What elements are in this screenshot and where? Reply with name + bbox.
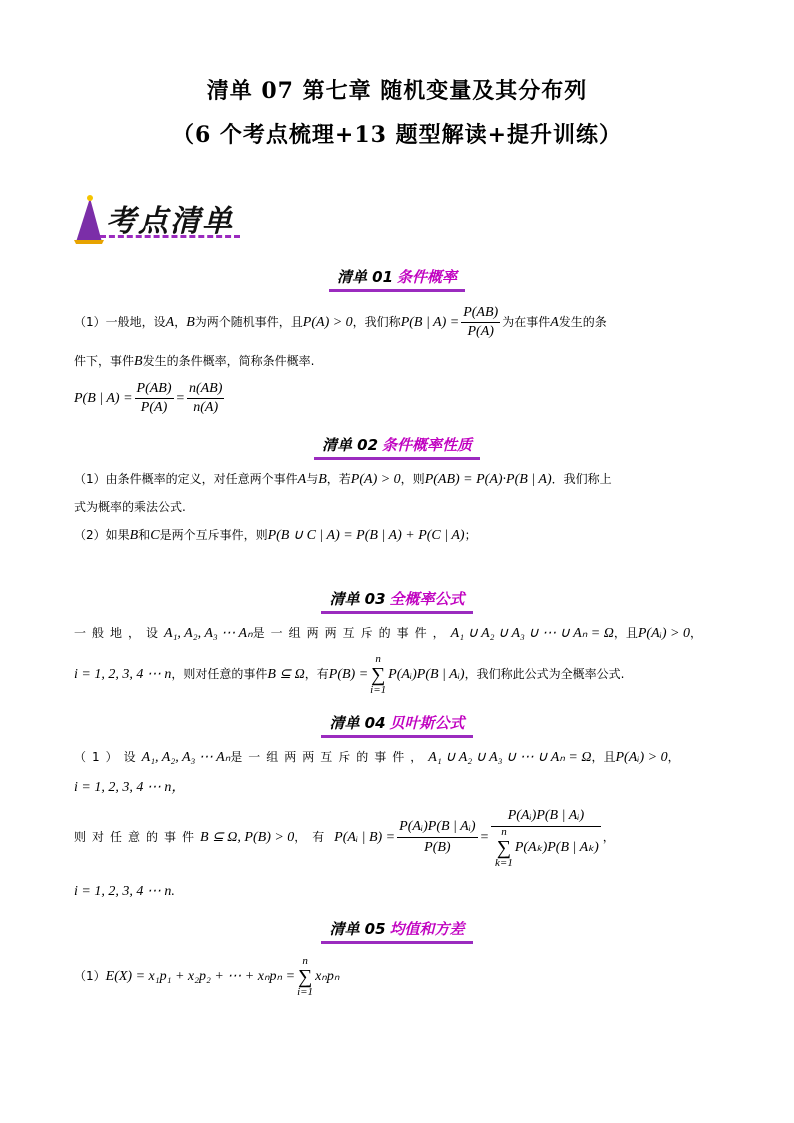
section-topic: 全概率公式 [389,590,465,608]
section-topic: 条件概率性质 [382,436,473,454]
paragraph-05-1: （1）E(X) = x₁p₁ + x₂p₂ + ⋯ + xₙpₙ =n ∑ i=1xₙpₙ [74,954,340,998]
section-topic: 贝叶斯公式 [389,714,465,732]
formula-01: P(B | A) = $\frac{P(AB)}{P(A)}$ = $\frac{n(AB)}{n(A)}$ [74,381,223,415]
section-label: 清单 04 [329,714,386,732]
paragraph-03-2: i = 1, 2, 3, 4 ⋯ n，则对任意的事件B ⊆ Ω，有P(B) =n ∑ i=1P(Aᵢ)P(B | Aᵢ)，我们称此公式为全概率公式. [74,652,625,696]
paragraph-02-2: 式为概率的乘法公式. [74,500,186,514]
section-topic: 均值和方差 [389,920,465,938]
section-label: 清单 02 [321,436,379,454]
section-heading-03 [0,588,794,614]
section-label: 清单 03 [329,590,386,608]
paragraph-02-3: （2）如果B和C是两个互斥事件，则P(B ∪ C | A) = P(B | A) + P(C | A)； [74,528,477,543]
paragraph-01-1: （1）一般地，设A，B为两个随机事件，且P(A) > 0，我们称P(B | A) = $\frac{P(AB)}{P(A)}$ 为在事件A发生的条 [74,305,607,339]
section-heading-04 [0,712,794,738]
paragraph-04-2: i = 1, 2, 3, 4 ⋯ n， [74,780,186,795]
page-subtitle: （6 个考点梳理+13 题型解读+提升训练） [171,122,623,148]
banner-underline [100,235,240,238]
paragraph-04-3: 则对任意的事件B ⊆ Ω, P(B) > 0，有 P(Aᵢ | B) = $\frac{\text{P(Aᵢ)P(B | Aᵢ)}}{P(B)}$ = P(Aᵢ)P(B | Aᵢ) n ∑ k=1P(Aₖ)P(B | Aₖ) ， [74,808,615,869]
page-title: 清单 07 第七章 随机变量及其分布列 [206,78,588,104]
section-heading-02 [0,434,794,460]
section-label: 清单 01 [336,268,394,286]
section-label: 清单 05 [329,920,386,938]
section-heading-01 [0,266,794,292]
section-heading-05 [0,918,794,944]
section-banner [72,194,242,246]
paragraph-02-1: （1）由条件概率的定义，对任意两个事件A与B，若P(A) > 0，则P(AB) = P(A)·P(B | A)．我们称上 [74,472,612,487]
section-topic: 条件概率 [397,268,458,286]
banner-title: 考点清单 [106,204,234,239]
paragraph-04-4: i = 1, 2, 3, 4 ⋯ n. [74,884,175,899]
paragraph-01-2: 件下，事件B发生的条件概率，简称条件概率. [74,354,315,369]
paragraph-03-1: 一般地，设A₁, A₂, A₃ ⋯ Aₙ是一组两两互斥的事件，A₁ ∪ A₂ ∪ A₃ ∪ ⋯ ∪ Aₙ = Ω，且P(Aᵢ) > 0， [74,626,702,641]
paragraph-04-1: （1）设A₁, A₂, A₃ ⋯ Aₙ是一组两两互斥的事件，A₁ ∪ A₂ ∪ A₃ ∪ ⋯ ∪ Aₙ = Ω，且P(Aᵢ) > 0， [74,750,680,765]
